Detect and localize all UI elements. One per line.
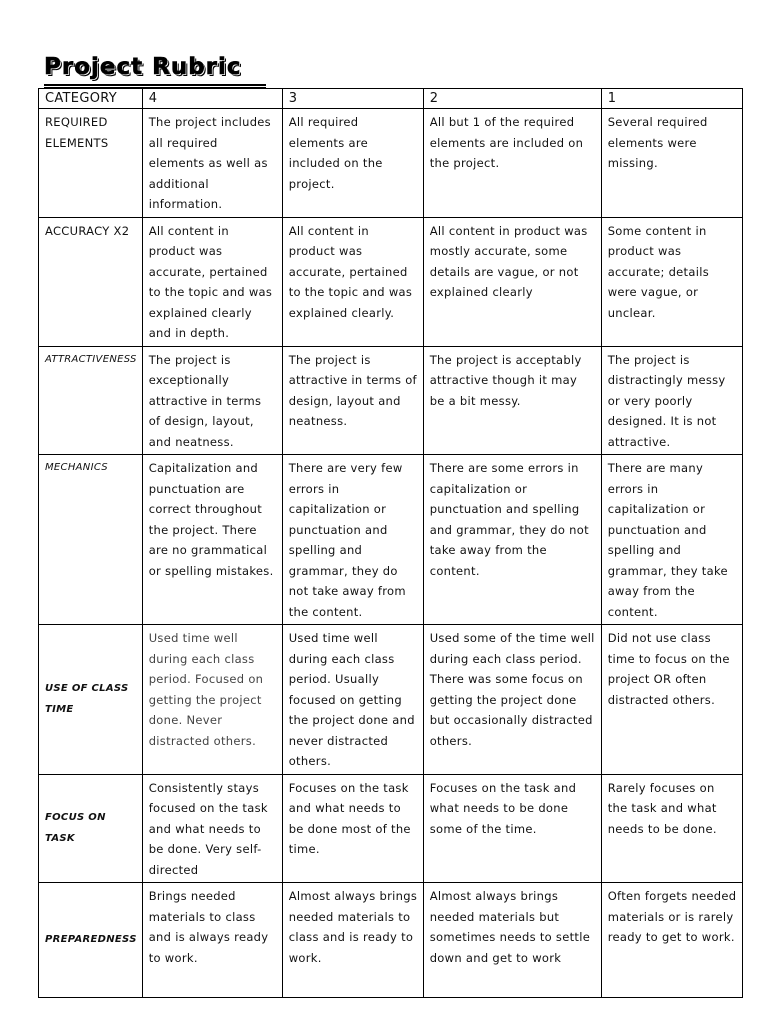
header-score-1: 1 [601,89,742,109]
table-cell: Often forgets needed materials or is rarely ready to get to work. [601,883,742,998]
table-cell: Did not use class time to focus on the project OR often distracted others. [601,625,742,775]
row-category: ATTRACTIVENESS [39,346,143,455]
table-cell: The project is attractive in terms of design, layout and neatness. [282,346,423,455]
table-cell: Almost always brings needed materials but sometimes needs to settle down and get to work [423,883,601,998]
header-score-2: 2 [423,89,601,109]
table-cell: All content in product was mostly accurate, some details are vague, or not explained clearly [423,217,601,346]
table-cell: All content in product was accurate, pertained to the topic and was explained clearly. [282,217,423,346]
table-row [39,217,743,346]
table-cell: Used time well during each class period. Focused on getting the project done. Never distracted others. [142,625,282,775]
table-cell: All content in product was accurate, pertained to the topic and was explained clearly and in depth. [142,217,282,346]
table-cell: Capitalization and punctuation are correct throughout the project. There are no grammatical or spelling mistakes. [142,455,282,625]
row-category: REQUIRED ELEMENTS [39,109,143,218]
header-row [39,89,743,109]
table-cell: The project includes all required elements as well as additional information. [142,109,282,218]
row-category: FOCUS ON TASK [39,774,143,883]
table-cell: There are many errors in capitalization or punctuation and spelling and grammar, they take away from the content. [601,455,742,625]
table-cell: Brings needed materials to class and is always ready to work. [142,883,282,998]
table-cell: All but 1 of the required elements are included on the project. [423,109,601,218]
table-cell: Focuses on the task and what needs to be done most of the time. [282,774,423,883]
table-cell: All required elements are included on the project. [282,109,423,218]
table-row [39,883,743,998]
rubric-table [38,88,743,998]
table-row [39,774,743,883]
header-score-3: 3 [282,89,423,109]
row-category: PREPAREDNESS [39,883,143,998]
row-category: MECHANICS [39,455,143,625]
table-row [39,109,743,218]
row-category: ACCURACY X2 [39,217,143,346]
table-row [39,455,743,625]
table-cell: Focuses on the task and what needs to be done some of the time. [423,774,601,883]
table-cell: Several required elements were missing. [601,109,742,218]
table-cell: The project is distractingly messy or very poorly designed. It is not attractive. [601,346,742,455]
table-cell: There are very few errors in capitalization or punctuation and spelling and grammar, they do not take away from the content. [282,455,423,625]
table-row [39,346,743,455]
table-cell: There are some errors in capitalization or punctuation and spelling and grammar, they do not take away from the content. [423,455,601,625]
table-cell: Consistently stays focused on the task and what needs to be done. Very self-directed [142,774,282,883]
table-cell: Some content in product was accurate; details were vague, or unclear. [601,217,742,346]
header-category: CATEGORY [39,89,143,109]
header-score-4: 4 [142,89,282,109]
table-cell: The project is exceptionally attractive in terms of design, layout, and neatness. [142,346,282,455]
table-cell: The project is acceptably attractive though it may be a bit messy. [423,346,601,455]
table-row [39,625,743,775]
table-cell: Used some of the time well during each class period. There was some focus on getting the project done but occasionally distracted others. [423,625,601,775]
table-cell: Used time well during each class period. Usually focused on getting the project done and never distracted others. [282,625,423,775]
title-underline [44,84,266,86]
table-cell: Almost always brings needed materials to class and is ready to work. [282,883,423,998]
page-title: Project Rubric [44,54,242,80]
row-category: USE OF CLASS TIME [39,625,143,775]
table-cell: Rarely focuses on the task and what needs to be done. [601,774,742,883]
